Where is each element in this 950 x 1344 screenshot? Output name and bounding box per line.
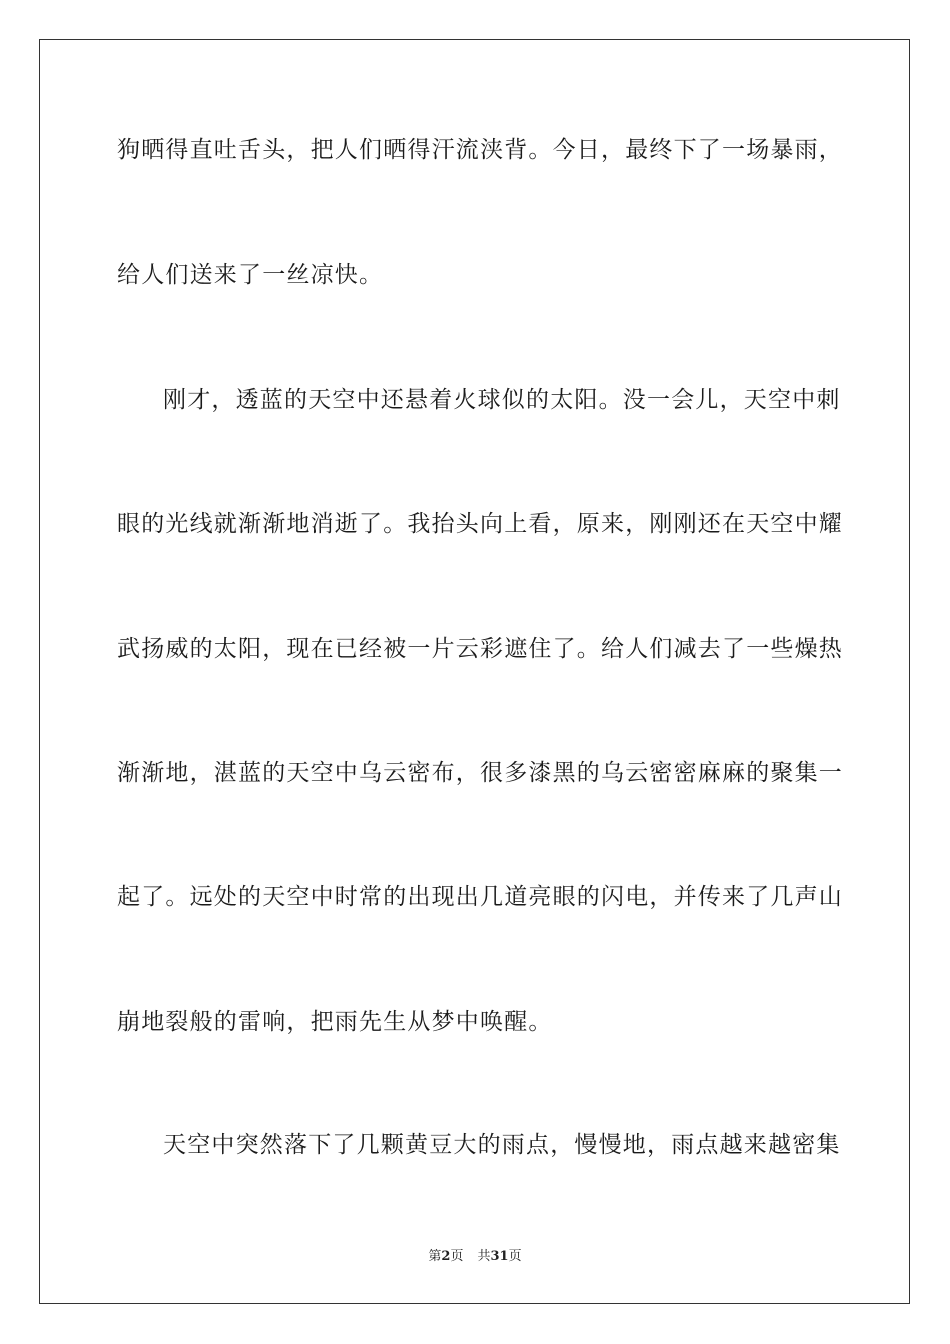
paragraph-line-1: 狗晒得直吐舌头，把人们晒得汗流浃背。今日，最终下了一场暴雨， [117, 137, 843, 163]
paragraph-line-7: 起了。远处的天空中时常的出现出几道亮眼的闪电，并传来了几声山 [117, 884, 843, 910]
paragraph-line-9: 天空中突然落下了几颗黄豆大的雨点，慢慢地，雨点越来越密集 [163, 1132, 841, 1158]
paragraph-line-2: 给人们送来了一丝凉快。 [117, 262, 384, 288]
paragraph-line-8: 崩地裂般的雷响，把雨先生从梦中唤醒。 [117, 1009, 553, 1035]
paragraph-line-3: 刚才，透蓝的天空中还悬着火球似的太阳。没一会儿，天空中刺 [163, 387, 841, 413]
total-suffix: 页 [508, 1249, 522, 1264]
page-border [39, 39, 910, 1304]
paragraph-line-6: 渐渐地，湛蓝的天空中乌云密布，很多漆黑的乌云密密麻麻的聚集一 [117, 760, 843, 786]
current-page-number: 2 [441, 1249, 451, 1264]
paragraph-line-4: 眼的光线就渐渐地消逝了。我抬头向上看，原来，刚刚还在天空中耀 [117, 511, 843, 537]
total-page-count: 31 [490, 1249, 509, 1264]
page-prefix: 第 [428, 1249, 442, 1264]
page-footer [0, 1249, 950, 1265]
page-suffix: 页 [450, 1249, 464, 1264]
paragraph-line-5: 武扬威的太阳，现在已经被一片云彩遮住了。给人们减去了一些燥热 [117, 636, 843, 662]
total-prefix: 共 [477, 1249, 491, 1264]
